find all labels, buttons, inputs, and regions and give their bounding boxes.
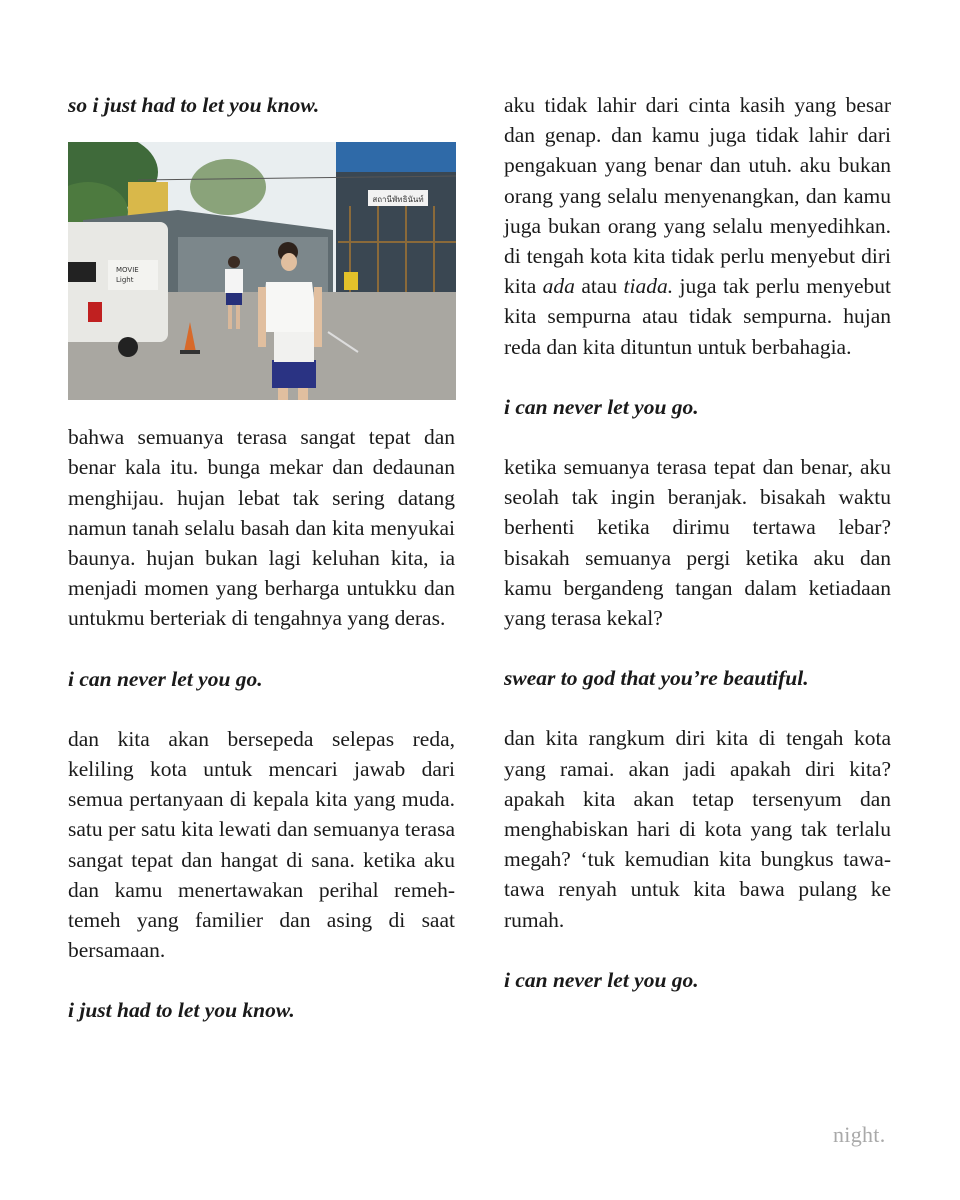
right-paragraph-1	[504, 90, 891, 362]
right-paragraph-1-em-tiada: tiada.	[623, 274, 674, 299]
right-paragraph-2: ketika semuanya terasa tepat dan benar, aku seolah tak ingin beranjak. bisakah waktu berhenti ketika dirimu tertawa lebar? bisakah semuanya pergi ketika aku dan kamu bergandeng tangan dalam ketiadaan yang terasa kekal?	[504, 455, 891, 631]
right-paragraph-1-em-ada: ada	[542, 274, 575, 299]
street-photo	[68, 142, 456, 400]
right-paragraph-3: dan kita rangkum diri kita di tengah kota yang ramai. akan jadi apakah diri kita? apakah kita akan tetap tersenyum dan menghabiskan hari di kota yang tak terlalu megah? ‘tuk kemudian kita bungkus tawa-tawa renyah untuk kita bawa pulang ke rumah.	[504, 726, 891, 932]
right-column	[504, 90, 891, 995]
right-heading-2: swear to god that you’re beautiful.	[504, 666, 809, 691]
left-paragraph-2: dan kita akan bersepeda selepas reda, keliling kota untuk mencari jawab dari semua pertanyaan di kepala kita yang muda. satu per satu kita lewati dan semuanya terasa sangat tepat dan hangat di sana. ketika aku dan kamu menertawakan perihal remeh-temeh yang familier dan asing di saat bersamaan.	[68, 726, 455, 963]
left-paragraph-1: bahwa semuanya terasa sangat tepat dan benar kala itu. bunga mekar dan dedaunan menghijau. hujan lebat tak sering datang namun tanah selalu basah dan kita menyukai baunya. hujan bukan lagi keluhan kita, ia menjadi momen yang berharga untukku dan untukmu berteriak di tengahnya yang deras.	[68, 425, 455, 631]
right-paragraph-1-part-c: juga tak perlu menyebut kita sempurna atau tidak sempurna. hujan reda dan kita dituntun untuk berbahagia.	[504, 274, 891, 359]
right-heading-1: i can never let you go.	[504, 394, 699, 419]
van-text-1: MOVIE	[116, 266, 139, 275]
left-heading-1: so i just had to let you know.	[68, 93, 320, 117]
right-heading-3: i can never let you go.	[504, 967, 699, 992]
left-heading-2: i can never let you go.	[68, 666, 263, 691]
left-column	[68, 90, 455, 1026]
signature: night.	[833, 1122, 886, 1147]
right-paragraph-1-part-a: aku tidak lahir dari cinta kasih yang besar dan genap. dan kamu juga tidak lahir dari pengakuan yang benar dan utuh. aku bukan orang yang selalu menyenangkan, dan kamu juga bukan orang yang selalu menyedihkan. di tengah kota kita tidak perlu menyebut diri kita	[504, 93, 891, 299]
station-sign-text: สถานีพัทธินันท์	[372, 195, 424, 205]
left-heading-3: i just had to let you know.	[68, 998, 295, 1023]
van-text-2: Light	[116, 276, 134, 285]
street-photo-illustration	[68, 142, 456, 400]
right-paragraph-1-part-b: atau	[574, 274, 624, 299]
